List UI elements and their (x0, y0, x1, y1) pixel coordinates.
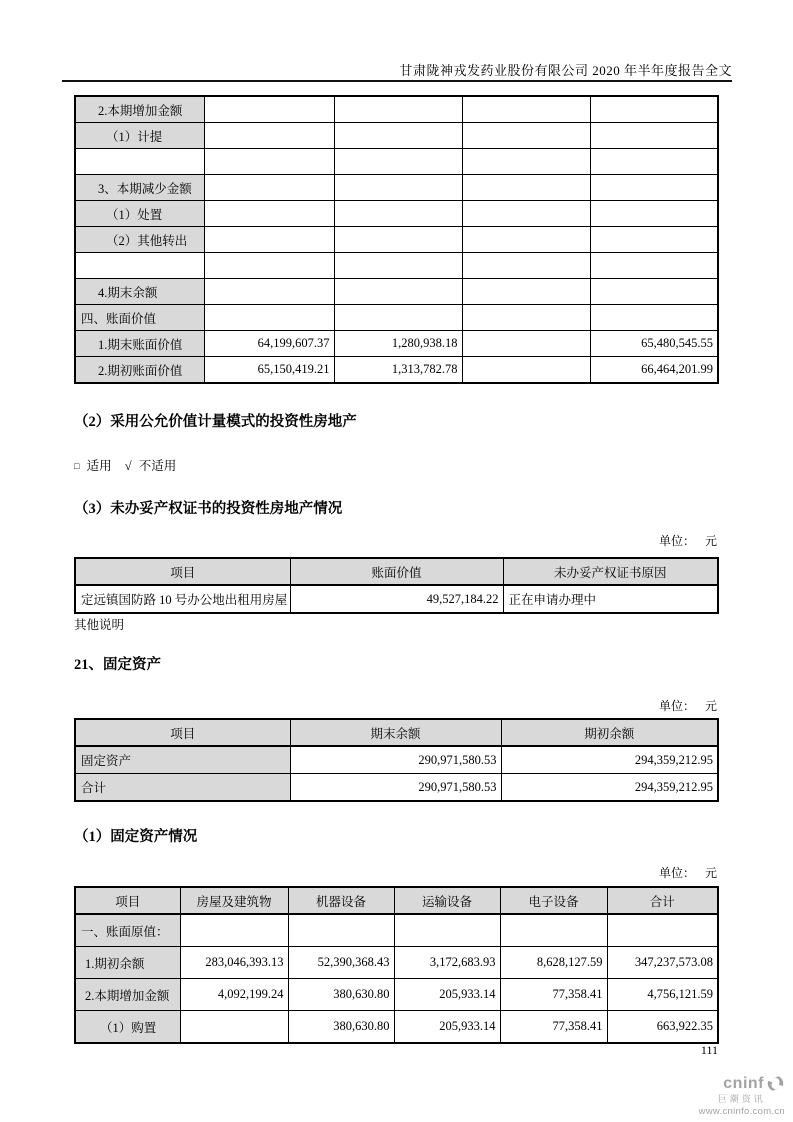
row-label-cell: 1.期初余额 (75, 947, 180, 979)
report-header-title: 甘肃陇神戎发药业股份有限公司 2020 年半年度报告全文 (399, 63, 732, 78)
table-row (75, 746, 718, 774)
value-cell (462, 279, 590, 305)
value-cell (334, 123, 462, 149)
value-cell (607, 914, 718, 947)
logo-brand-row (699, 1074, 785, 1093)
value-cell (204, 227, 334, 253)
value-cell (462, 331, 590, 357)
unit-currency: 元 (704, 866, 717, 880)
logo-cn-text: 巨潮资讯 (717, 1094, 766, 1104)
value-cell (462, 123, 590, 149)
header-cell: 未办妥产权证书原因 (503, 558, 718, 585)
value-cell (334, 279, 462, 305)
value-cell: 663,922.35 (607, 1011, 718, 1044)
unit-currency: 元 (704, 699, 717, 713)
value-cell: 65,480,545.55 (590, 331, 718, 357)
header-row (75, 558, 718, 585)
fixed-assets-detail-table (74, 886, 719, 1044)
header-cell: 期初余额 (501, 719, 718, 746)
value-cell (180, 1011, 288, 1044)
table-row (75, 585, 718, 613)
value-cell (334, 253, 462, 279)
value-cell (288, 914, 394, 947)
header-rule (62, 80, 732, 82)
value-cell (334, 149, 462, 175)
header-row (75, 719, 718, 746)
value-cell (590, 175, 718, 201)
cninfo-logo (699, 1074, 785, 1117)
value-cell (204, 123, 334, 149)
unit-currency: 元 (704, 534, 717, 548)
table-row (75, 201, 718, 227)
row-label-cell: 4.期末余额 (75, 279, 204, 305)
row-label-cell: 合计 (75, 774, 290, 802)
no-certificate-table (74, 557, 719, 614)
section-heading-fair-value: （2）采用公允价值计量模式的投资性房地产 (74, 414, 357, 430)
value-cell (590, 279, 718, 305)
row-label-cell (75, 253, 204, 279)
value-cell (462, 96, 590, 123)
table-row (75, 123, 718, 149)
table-row (75, 947, 718, 979)
value-cell (334, 227, 462, 253)
header-cell: 项目 (75, 887, 180, 914)
value-cell (462, 201, 590, 227)
unit-text: 单位： (658, 534, 695, 548)
table-row (75, 1011, 718, 1044)
table-row (75, 331, 718, 357)
value-cell: 205,933.14 (394, 1011, 500, 1044)
value-cell: 1,280,938.18 (334, 331, 462, 357)
row-label-cell: （1）计提 (75, 123, 204, 149)
value-cell (590, 227, 718, 253)
value-cell: 294,359,212.95 (501, 774, 718, 802)
header-cell: 项目 (75, 558, 290, 585)
row-label-cell: 一、账面原值： (75, 914, 180, 947)
logo-brand-text: cninf (723, 1074, 764, 1092)
header-cell: 运输设备 (394, 887, 500, 914)
header-cell: 房屋及建筑物 (180, 887, 288, 914)
value-cell: 77,358.41 (500, 1011, 607, 1044)
applicable-label: 适用 (86, 459, 112, 473)
row-label-cell: 定远镇国防路 10 号办公地出租用房屋 (75, 585, 290, 613)
value-cell: 380,630.80 (288, 1011, 394, 1044)
header-cell: 合计 (607, 887, 718, 914)
header-cell: 电子设备 (500, 887, 607, 914)
table-row (75, 96, 718, 123)
checkbox-icon: □ (74, 461, 80, 471)
unit-text: 单位： (658, 699, 695, 713)
table-row (75, 914, 718, 947)
value-cell: 205,933.14 (394, 979, 500, 1011)
applicability-line (74, 456, 176, 474)
value-cell: 正在申请办理中 (503, 585, 718, 613)
value-cell: 290,971,580.53 (290, 746, 501, 774)
section-heading-fixed-assets: 21、固定资产 (74, 657, 161, 673)
value-cell: 52,390,368.43 (288, 947, 394, 979)
value-cell: 64,199,607.37 (204, 331, 334, 357)
value-cell: 65,150,419.21 (204, 357, 334, 384)
value-cell: 290,971,580.53 (290, 774, 501, 802)
value-cell (462, 305, 590, 331)
table-row (75, 227, 718, 253)
row-label-cell: 四、账面价值 (75, 305, 204, 331)
table-row (75, 279, 718, 305)
logo-url-text: www.cninfo.com.cn (698, 1106, 785, 1117)
value-cell (334, 305, 462, 331)
value-cell (334, 201, 462, 227)
header-cell: 机器设备 (288, 887, 394, 914)
header-cell: 期末余额 (290, 719, 501, 746)
row-label-cell: 2.期初账面价值 (75, 357, 204, 384)
row-label-cell: （2）其他转出 (75, 227, 204, 253)
value-cell (590, 253, 718, 279)
value-cell (204, 175, 334, 201)
table-row (75, 305, 718, 331)
value-cell: 347,237,573.08 (607, 947, 718, 979)
value-cell (462, 175, 590, 201)
value-cell (462, 227, 590, 253)
value-cell (590, 123, 718, 149)
value-cell: 49,527,184.22 (290, 585, 503, 613)
table-row (75, 357, 718, 384)
header-row (75, 887, 718, 914)
value-cell (590, 201, 718, 227)
row-label-cell: 3、本期减少金额 (75, 175, 204, 201)
fixed-assets-summary-table (74, 718, 719, 802)
header-cell: 账面价值 (290, 558, 503, 585)
value-cell: 8,628,127.59 (500, 947, 607, 979)
value-cell (204, 96, 334, 123)
row-label-cell: （1）处置 (75, 201, 204, 227)
value-cell (590, 96, 718, 123)
not-applicable-label: 不适用 (138, 459, 177, 473)
value-cell: 66,464,201.99 (590, 357, 718, 384)
unit-label-1 (659, 532, 717, 549)
value-cell (590, 149, 718, 175)
value-cell: 1,313,782.78 (334, 357, 462, 384)
value-cell (462, 253, 590, 279)
table-row (75, 175, 718, 201)
header-cell: 项目 (75, 719, 290, 746)
value-cell (204, 201, 334, 227)
value-cell (204, 253, 334, 279)
value-cell (590, 305, 718, 331)
row-label-cell: 固定资产 (75, 746, 290, 774)
table-row (75, 774, 718, 802)
value-cell (462, 149, 590, 175)
value-cell (394, 914, 500, 947)
page-number: 111 (700, 1043, 718, 1057)
section-heading-fixed-assets-detail: （1）固定资产情况 (74, 829, 198, 845)
value-cell: 380,630.80 (288, 979, 394, 1011)
value-cell (204, 305, 334, 331)
table-row (75, 253, 718, 279)
row-label-cell: 2.本期增加金额 (75, 979, 180, 1011)
swirl-icon (763, 1071, 787, 1095)
unit-text: 单位： (658, 866, 695, 880)
unit-label-2 (659, 697, 717, 714)
row-label-cell: （1）购置 (75, 1011, 180, 1044)
table-row (75, 149, 718, 175)
check-mark-icon: √ (124, 459, 132, 473)
row-label-cell (75, 149, 204, 175)
value-cell: 294,359,212.95 (501, 746, 718, 774)
value-cell: 77,358.41 (500, 979, 607, 1011)
value-cell (180, 914, 288, 947)
value-cell (204, 279, 334, 305)
value-cell (334, 96, 462, 123)
row-label-cell: 2.本期增加金额 (75, 96, 204, 123)
value-cell: 4,756,121.59 (607, 979, 718, 1011)
value-cell (204, 149, 334, 175)
value-cell: 4,092,199.24 (180, 979, 288, 1011)
value-cell (462, 357, 590, 384)
value-cell: 283,046,393.13 (180, 947, 288, 979)
unit-label-3 (659, 864, 717, 881)
value-cell (500, 914, 607, 947)
section-heading-no-certificate: （3）未办妥产权证书的投资性房地产情况 (74, 501, 343, 517)
investment-property-continuation-table (74, 95, 719, 384)
other-note: 其他说明 (74, 618, 125, 632)
row-label-cell: 1.期末账面价值 (75, 331, 204, 357)
table-row (75, 979, 718, 1011)
value-cell: 3,172,683.93 (394, 947, 500, 979)
value-cell (334, 175, 462, 201)
